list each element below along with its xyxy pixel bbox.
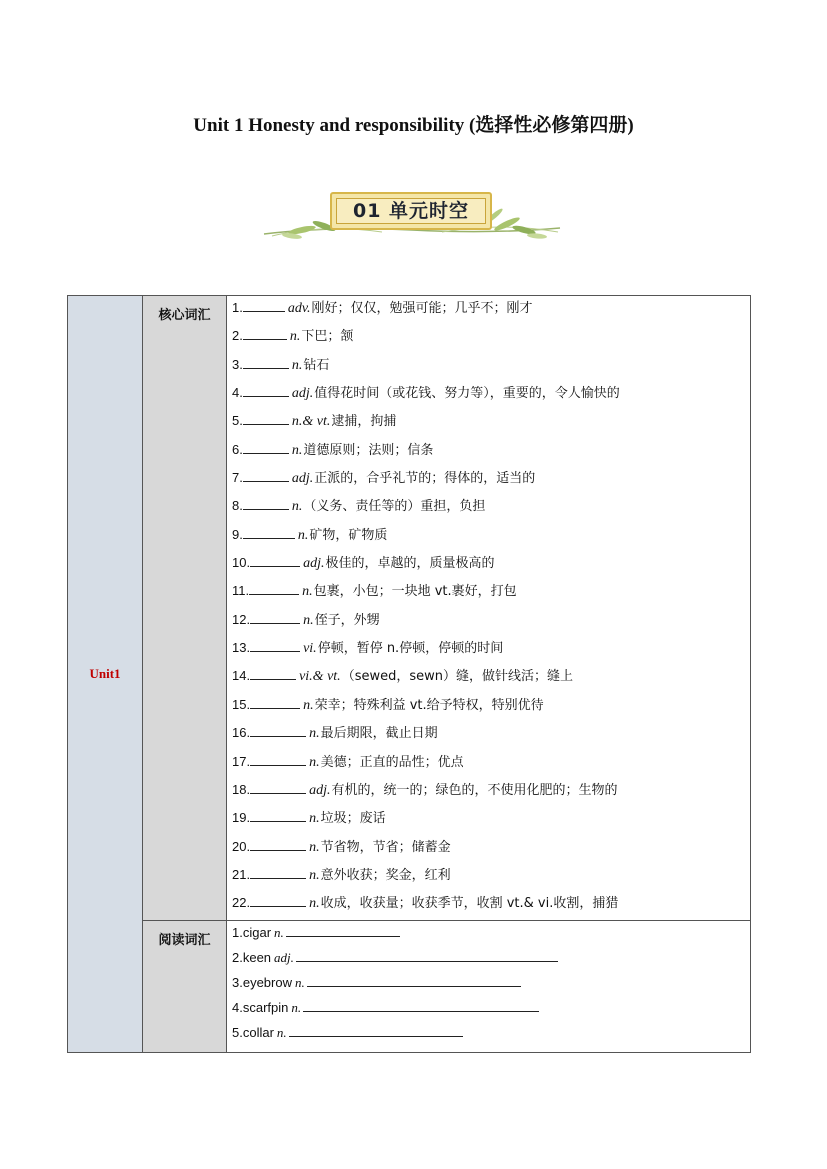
vocab-item	[227, 608, 750, 636]
core-section-cell	[143, 296, 227, 921]
vocab-item	[227, 664, 750, 692]
vocab-item	[227, 324, 750, 352]
section-banner	[262, 186, 562, 246]
answer-blank[interactable]	[243, 467, 289, 482]
core-section-label: 核心词汇	[158, 308, 211, 323]
item-number: 6.	[232, 441, 243, 457]
vocab-item	[227, 409, 750, 437]
part-of-speech: adj.	[274, 949, 294, 965]
part-of-speech: adj.	[291, 471, 314, 487]
item-number: 2.	[232, 328, 243, 344]
item-number: 16.	[232, 725, 251, 741]
unit-label: Unit1	[89, 665, 121, 681]
part-of-speech: n.	[294, 974, 305, 990]
part-of-speech: n.	[276, 1024, 287, 1040]
vocab-item	[227, 863, 750, 891]
answer-blank[interactable]	[243, 382, 289, 397]
answer-blank[interactable]	[243, 439, 289, 454]
vocab-item	[227, 721, 750, 749]
item-number: 11.	[232, 583, 250, 599]
definition: 收成，收获量；收获季节，收割 vt.& vi.收割，捕猎	[320, 896, 619, 912]
vocab-item	[227, 494, 750, 522]
vocab-item	[227, 891, 750, 919]
definition: 正派的，合乎礼节的；得体的，适当的	[314, 471, 536, 487]
item-number: 15.	[232, 696, 251, 712]
definition: 停顿，暂停 n.停顿，停顿的时间	[317, 641, 504, 657]
answer-blank[interactable]	[243, 325, 287, 340]
answer-blank[interactable]	[250, 722, 306, 737]
reading-word: 1.cigar	[232, 924, 272, 940]
part-of-speech: n.	[309, 726, 320, 742]
part-of-speech: n.	[309, 896, 320, 912]
answer-blank[interactable]	[250, 807, 306, 822]
vocab-item	[227, 693, 750, 721]
vocab-item	[227, 438, 750, 466]
item-number: 13.	[232, 640, 251, 656]
answer-blank[interactable]	[243, 410, 289, 425]
part-of-speech: n.	[291, 499, 303, 515]
reading-section-cell	[143, 920, 227, 1052]
answer-line[interactable]	[286, 922, 400, 937]
reading-word: 4.scarfpin	[232, 999, 289, 1015]
part-of-speech: n.	[291, 442, 303, 458]
answer-line[interactable]	[303, 997, 539, 1012]
answer-blank[interactable]	[250, 637, 300, 652]
item-number: 3.	[232, 356, 243, 372]
answer-blank[interactable]	[250, 609, 300, 624]
item-number: 1.	[232, 300, 243, 315]
definition: 有机的，统一的；绿色的，不使用化肥的；生物的	[331, 782, 618, 798]
part-of-speech: adj.	[309, 782, 331, 798]
item-number: 18.	[232, 781, 251, 797]
vocab-item	[227, 523, 750, 551]
item-number: 22.	[232, 895, 251, 911]
unit-cell	[68, 296, 143, 1053]
part-of-speech: n.	[309, 811, 320, 827]
part-of-speech: n.	[291, 999, 302, 1015]
part-of-speech: n.	[309, 867, 320, 883]
part-of-speech: n.	[303, 612, 314, 628]
part-of-speech: n.	[309, 839, 320, 855]
reading-item	[227, 1021, 750, 1046]
answer-blank[interactable]	[250, 892, 306, 907]
vocab-item	[227, 353, 750, 381]
definition: 意外收获；奖金，红利	[320, 867, 451, 883]
part-of-speech: vi.	[303, 641, 317, 657]
vocab-item	[227, 636, 750, 664]
vocab-item	[227, 579, 750, 607]
part-of-speech: n.& vt.	[291, 414, 331, 430]
part-of-speech: adj.	[303, 556, 325, 572]
definition: 道德原则；法则；信条	[303, 442, 434, 458]
core-items-cell	[227, 296, 751, 921]
part-of-speech: adj.	[291, 386, 314, 402]
answer-line[interactable]	[307, 972, 521, 987]
vocab-item	[227, 466, 750, 494]
answer-blank[interactable]	[250, 836, 306, 851]
item-number: 19.	[232, 810, 251, 826]
item-number: 10.	[232, 555, 251, 571]
vocab-item	[227, 551, 750, 579]
definition: 矿物，矿物质	[309, 527, 388, 543]
answer-line[interactable]	[296, 947, 558, 962]
definition: （义务、责任等的）重担，负担	[303, 499, 486, 515]
definition: （sewed，sewn）缝，做针线活；缝上	[341, 669, 573, 685]
vocab-item	[227, 835, 750, 863]
definition: 荣幸；特殊利益 vt.给予特权，特别优待	[314, 697, 544, 713]
answer-blank[interactable]	[250, 552, 300, 567]
item-number: 21.	[232, 866, 251, 882]
answer-blank[interactable]	[243, 354, 289, 369]
part-of-speech: adv.	[287, 301, 311, 316]
definition: 节省物，节省；储蓄金	[320, 839, 451, 855]
definition: 垃圾；废话	[320, 811, 386, 827]
reading-item	[227, 946, 750, 971]
item-number: 12.	[232, 611, 251, 627]
answer-blank[interactable]	[250, 694, 300, 709]
reading-word: 3.eyebrow	[232, 974, 292, 990]
item-number: 5.	[232, 413, 243, 429]
definition: 侄子，外甥	[314, 612, 380, 628]
definition: 最后期限，截止日期	[320, 726, 438, 742]
definition: 钻石	[303, 357, 330, 373]
part-of-speech: n.	[274, 924, 284, 940]
answer-blank[interactable]	[243, 297, 285, 312]
part-of-speech: n.	[302, 584, 313, 600]
item-number: 9.	[232, 526, 243, 542]
vocab-item	[227, 806, 750, 834]
banner-box	[330, 192, 492, 230]
answer-blank[interactable]	[243, 495, 289, 510]
vocab-item	[227, 296, 750, 324]
reading-item	[227, 996, 750, 1021]
answer-blank[interactable]	[250, 665, 296, 680]
definition: 包裹，小包；一块地 vt.裹好，打包	[313, 584, 517, 600]
reading-items-cell	[227, 920, 751, 1052]
reading-item	[227, 921, 750, 946]
part-of-speech: n.	[303, 697, 314, 713]
answer-blank[interactable]	[250, 864, 306, 879]
item-number: 8.	[232, 498, 243, 514]
vocab-item	[227, 778, 750, 806]
item-number: 4.	[232, 385, 243, 401]
reading-item	[227, 971, 750, 996]
reading-word: 2.keen	[232, 949, 272, 965]
banner-text: 01 单元时空	[352, 200, 470, 222]
definition: 刚好；仅仅，勉强可能；几乎不；刚才	[311, 301, 533, 316]
item-number: 17.	[232, 753, 251, 769]
answer-blank[interactable]	[250, 779, 306, 794]
page-title: Unit 1 Honesty and responsibility (选择性必修第四册)	[193, 115, 634, 136]
item-number: 20.	[232, 838, 251, 854]
part-of-speech: n.	[309, 754, 320, 770]
part-of-speech: n.	[297, 527, 309, 543]
definition: 值得花时间（或花钱、努力等），重要的，令人愉快的	[314, 386, 620, 402]
item-number: 7.	[232, 470, 243, 486]
vocab-item	[227, 381, 750, 409]
definition: 下巴；颔	[301, 329, 354, 345]
vocab-item	[227, 750, 750, 778]
answer-blank[interactable]	[243, 524, 295, 539]
definition: 逮捕，拘捕	[331, 414, 397, 430]
answer-blank[interactable]	[250, 751, 306, 766]
vocab-table	[67, 295, 751, 1053]
definition: 美德；正直的品性；优点	[320, 754, 464, 770]
reading-section-label: 阅读词汇	[158, 932, 211, 948]
definition: 极佳的，卓越的，质量极高的	[325, 556, 495, 572]
item-number: 14.	[232, 668, 251, 684]
answer-blank[interactable]	[249, 580, 299, 595]
answer-line[interactable]	[289, 1022, 463, 1037]
reading-word: 5.collar	[232, 1024, 274, 1040]
part-of-speech: n.	[289, 329, 301, 345]
part-of-speech: n.	[291, 357, 303, 373]
part-of-speech: vi.& vt.	[299, 669, 341, 685]
